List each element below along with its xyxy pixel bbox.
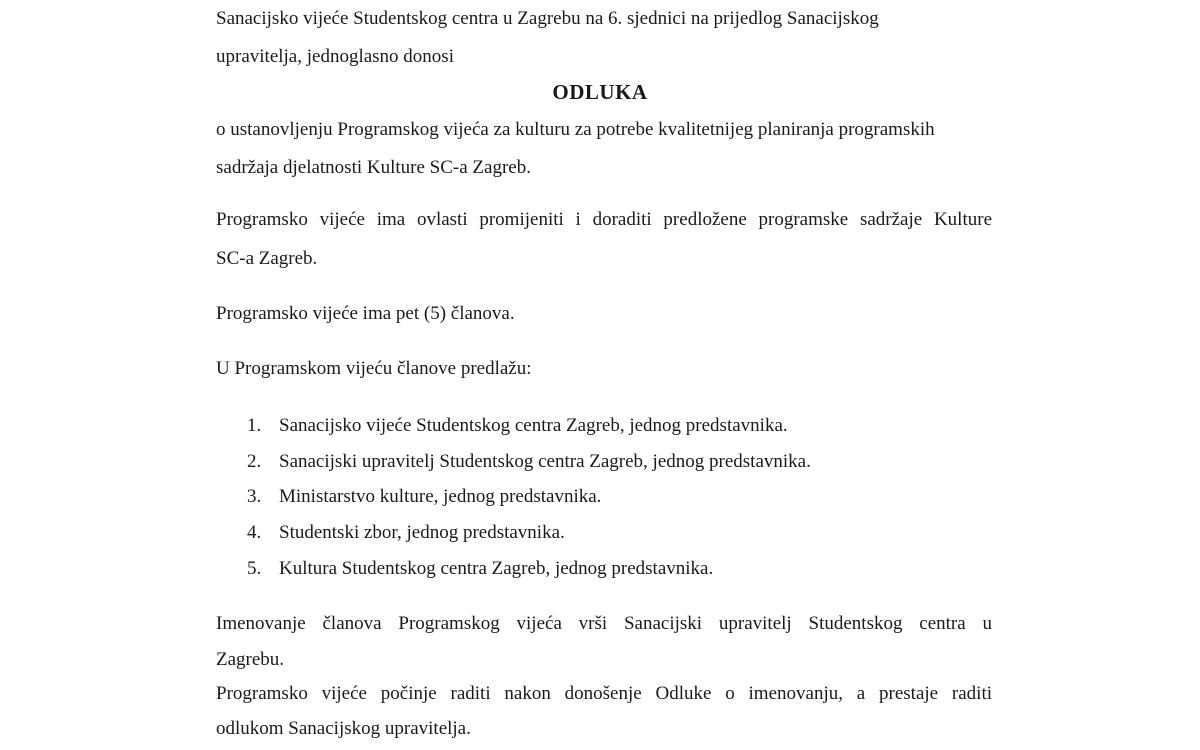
list-item-number: 5.: [247, 558, 262, 579]
appointment-line-2: Zagrebu.: [216, 649, 285, 670]
list-item-number: 4.: [247, 522, 262, 543]
proposers-heading: U Programskom vijeću članove predlažu:: [216, 358, 532, 379]
duration-line-1: Programsko vijeće počinje raditi nakon donošenje Odluke o imenovanju, a prestaje raditi: [216, 683, 992, 704]
list-item-number: 2.: [247, 451, 262, 472]
subject-line-1: o ustanovljenju Programskog vijeća za kulturu za potrebe kvalitetnijeg planiranja programskih: [216, 119, 935, 140]
authority-line-1: Programsko vijeće ima ovlasti promijeniti i doraditi predložene programske sadržaje Kulture: [216, 209, 992, 230]
intro-line-2: upravitelja, jednoglasno donosi: [216, 46, 454, 67]
members-count-paragraph: Programsko vijeće ima pet (5) članova.: [216, 303, 515, 324]
list-item: Sanacijski upravitelj Studentskog centra Zagreb, jednog predstavnika.: [279, 451, 811, 472]
list-item: Studentski zbor, jednog predstavnika.: [279, 522, 565, 543]
list-item: Sanacijsko vijeće Studentskog centra Zagreb, jednog predstavnika.: [279, 415, 788, 436]
appointment-line-1: Imenovanje članova Programskog vijeća vrši Sanacijski upravitelj Studentskog centra u: [216, 613, 992, 634]
list-item: Ministarstvo kulture, jednog predstavnika.: [279, 486, 602, 507]
intro-line-1: Sanacijsko vijeće Studentskog centra u Zagrebu na 6. sjednici na prijedlog Sanacijskog: [216, 8, 879, 29]
list-item-number: 1.: [247, 415, 262, 436]
list-item-number: 3.: [247, 486, 262, 507]
document-title: ODLUKA: [552, 80, 648, 104]
list-item: Kultura Studentskog centra Zagreb, jednog predstavnika.: [279, 558, 714, 579]
duration-line-2: odlukom Sanacijskog upravitelja.: [216, 718, 471, 739]
subject-line-2: sadržaja djelatnosti Kulture SC-a Zagreb.: [216, 157, 531, 178]
authority-line-2: SC-a Zagreb.: [216, 248, 318, 269]
